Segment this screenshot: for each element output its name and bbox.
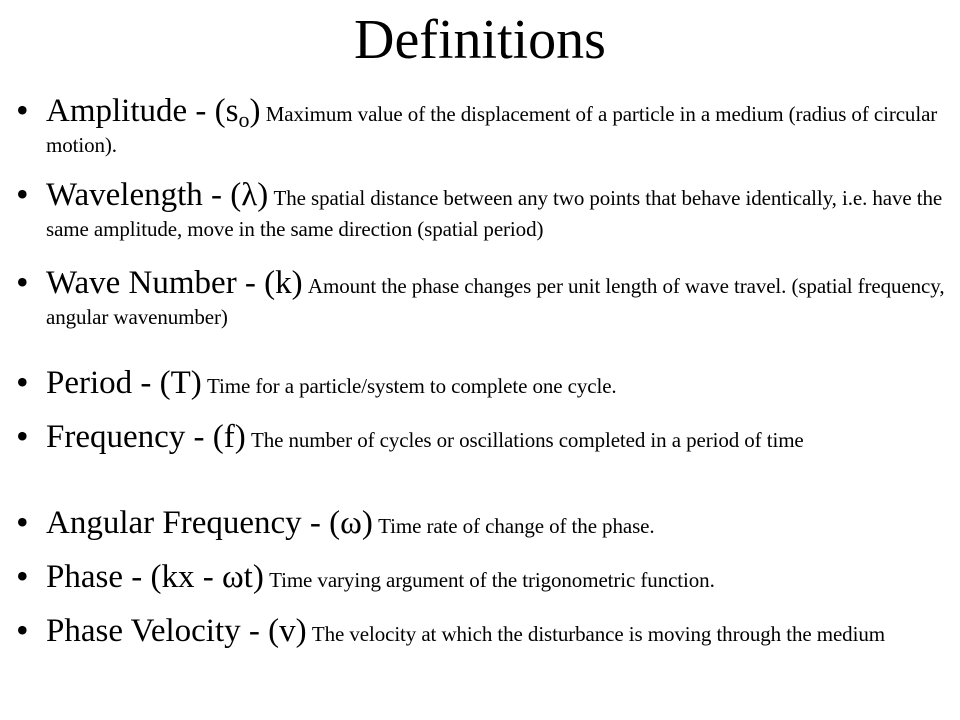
definition-frequency [16,416,946,456]
term-label: Phase Velocity - (v) [46,613,307,649]
definition-phase-velocity [16,610,946,650]
bullet-icon: • [16,556,29,596]
bullet-icon: • [16,610,29,650]
slide-title: Definitions [354,9,606,71]
term-label: Phase - (kx - ωt) [46,559,264,595]
term-description: Time for a particle/system to complete one cycle. [207,374,617,398]
definition-amplitude [16,90,946,160]
definition-angular-frequency [16,502,946,542]
term-description: Amount the phase changes per unit length of wave travel. (spatial frequency, angular wavenumber) [46,274,945,329]
term-label: Wave Number - (k) [46,265,303,301]
definition-wavelength [16,174,946,244]
bullet-icon: • [16,262,29,302]
definition-phase [16,556,946,596]
bullet-icon: • [16,502,29,542]
term-label [46,93,261,132]
bullet-icon: • [16,362,29,402]
definition-period [16,362,946,402]
term-subscript: o [238,107,250,132]
definition-wave-number [16,262,946,332]
bullet-icon: • [16,416,29,456]
term-description: The spatial distance between any two points that behave identically, i.e. have the same amplitude, move in the same direction (spatial period) [46,186,943,241]
bullet-icon: • [16,90,29,130]
term-description: Time rate of change of the phase. [378,514,655,538]
term-label: Period - (T) [46,365,202,401]
term-label: Wavelength - (λ) [46,177,269,213]
term-label: Angular Frequency - (ω) [46,505,373,541]
term-description: Time varying argument of the trigonometric function. [269,568,715,592]
term-label: Frequency - (f) [46,419,246,455]
term-description: The number of cycles or oscillations completed in a period of time [251,428,804,452]
term-text-end: ) [249,93,261,129]
term-description: Maximum value of the displacement of a particle in a medium (radius of circular motion). [46,102,938,157]
term-description: The velocity at which the disturbance is moving through the medium [311,622,885,646]
term-text: Amplitude - (s [46,93,239,129]
bullet-icon: • [16,174,29,214]
